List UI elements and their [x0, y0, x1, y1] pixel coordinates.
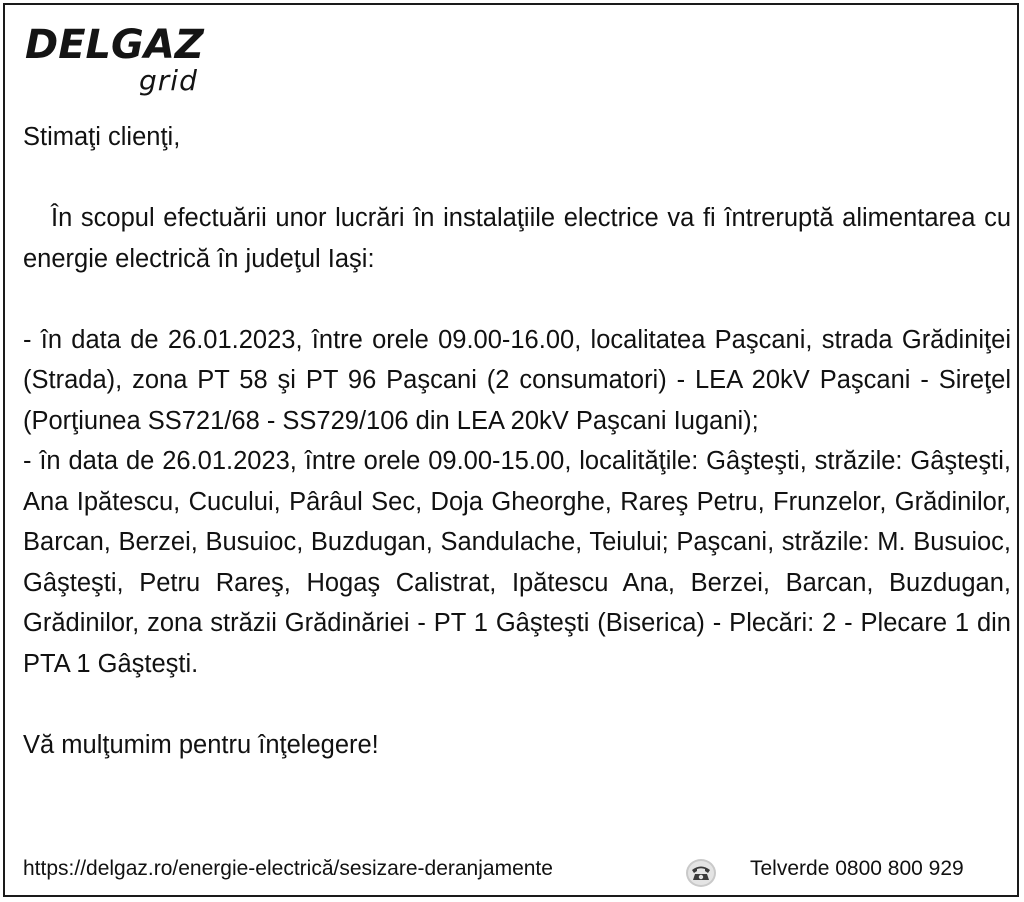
greeting: Stimaţi clienţi, [23, 123, 181, 151]
footer-phone-number: Telverde 0800 800 929 [750, 857, 964, 880]
outage-item-1: - în data de 26.01.2023, între orele 09.00-16.00, localitatea Paşcani, strada Grădiniţei (Strada), zona PT 58 şi PT 96 Paşcani (2 consumatori) - LEA 20kV Paşcani - Sireţel (Porţiunea SS721/68 - SS729/106 din LEA 20kV Paşcani Iugani); [23, 325, 1011, 435]
notice-frame [3, 3, 1019, 897]
footer-url-link[interactable]: https://delgaz.ro/energie-electrică/sesizare-deranjamente [23, 857, 553, 880]
outage-item-2: - în data de 26.01.2023, între orele 09.00-15.00, localităţile: Gâşteşti, străzile: Gâşteşti, Ana Ipătescu, Cucului, Pârâul Sec, Doja Gheorghe, Rareş Petru, Frunzelor, Grădinilor, Barcan, Berzei, Busuioc, Buzdugan, Sandulache, Teiului; Paşcani, străzile: M. Busuioc, Gâşteşti, Petru Rareş, Hogaş Calistrat, Ipătescu Ana, Berzei, Barcan, Buzdugan, Grădinilor, zona străzii Grădinăriei - PT 1 Gâşteşti (Biserica) - Plecări: 2 - Plecare 1 din PTA 1 Gâşteşti. [23, 447, 1011, 678]
intro-paragraph: În scopul efectuării unor lucrări în instalaţiile electrice va fi întreruptă alimentarea cu energie electrică în judeţul Iaşi: [23, 204, 1011, 273]
footer [23, 855, 1013, 889]
telephone-icon [685, 858, 717, 888]
closing-line: Vă mulţumim pentru înţelegere! [23, 730, 379, 759]
logo-sub: grid [139, 64, 198, 97]
notice-body [23, 117, 1011, 765]
logo-brand: DELGAZ [25, 22, 204, 68]
delgaz-grid-logo [25, 23, 225, 103]
